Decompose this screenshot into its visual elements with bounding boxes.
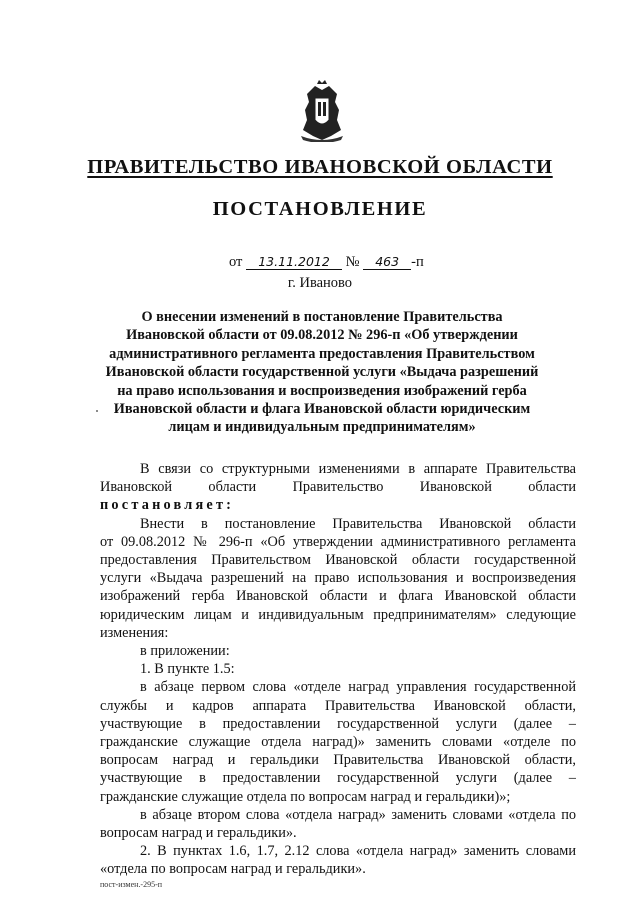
body-line: вопросам наград и геральдики».: [100, 825, 297, 842]
body-line: в абзаце втором слова «отдела наград» заменить словами «отдела по: [140, 806, 576, 823]
body-line: участвующие в предоставлении государственной услуги (далее –: [100, 715, 576, 732]
document-body: [100, 460, 576, 879]
footer-file-code: пост-измен.-295-п: [100, 880, 163, 889]
date-prefix: от: [229, 254, 243, 270]
title-line: Ивановской области и флага Ивановской области юридическим: [113, 401, 531, 418]
body-line: службы и кадров аппарата Правительства Ивановской области,: [100, 697, 576, 714]
body-line: В связи со структурными изменениями в аппарате Правительства: [140, 461, 576, 477]
body-line: изменения:: [100, 624, 169, 641]
title-line: Ивановской области от 09.08.2012 № 296-п «Об утверждении: [126, 327, 518, 344]
government-name: ПРАВИТЕЛЬСТВО ИВАНОВСКОЙ ОБЛАСТИ: [87, 156, 553, 178]
body-line: Внести в постановление Правительства Ивановской области: [140, 515, 576, 532]
body-line: вопросам наград и геральдики Правительства Ивановской области,: [100, 752, 576, 769]
number-prefix: №: [345, 254, 360, 270]
document-type: ПОСТАНОВЛЕНИЕ: [212, 198, 428, 220]
body-line: юридическим лицам и индивидуальным предпринимателям» следующие: [100, 606, 576, 623]
body-line: услуги «Выдача разрешений на право использования и воспроизведения: [100, 570, 576, 587]
title-line: лицам и индивидуальным предпринимателям»: [168, 419, 476, 436]
title-line: Ивановской области государственной услуги «Выдача разрешений: [105, 364, 539, 381]
body-line: гражданские служащие отдела по вопросам наград и геральдики)»;: [100, 788, 511, 805]
document-title: [100, 308, 544, 437]
scan-speck: [96, 410, 98, 412]
title-line: на право использования и воспроизведения изображений герба: [117, 382, 527, 399]
title-line: административного регламента предоставления Правительством: [109, 345, 535, 362]
body-line: «отдела по вопросам наград и геральдики».: [100, 861, 366, 878]
body-line: 1. В пункте 1.5:: [140, 661, 235, 678]
body-line: предоставления Правительством Ивановской области государственной: [100, 552, 576, 569]
body-line-emphasis: постановляет:: [100, 497, 235, 514]
body-line: изображений герба Ивановской области и флага Ивановской области: [100, 588, 576, 605]
handwritten-date: 13.11.2012: [246, 255, 342, 270]
coat-of-arms-emblem: [297, 80, 347, 142]
body-line: в приложении:: [140, 643, 230, 660]
body-line: 2. В пунктах 1.6, 1.7, 2.12 слова «отдела наград» заменить словами: [140, 843, 576, 860]
title-line: О внесении изменений в постановление Правительства: [141, 309, 503, 325]
body-line: участвующие в предоставлении государственной услуги (далее –: [100, 770, 576, 787]
handwritten-number: 463: [363, 255, 411, 270]
body-line: Ивановской области Правительство Ивановской области: [100, 479, 576, 496]
body-line: в абзаце первом слова «отделе наград управления государственной: [140, 679, 576, 696]
body-line: гражданские служащие отдела наград)» заменить словами «отделе по: [100, 734, 576, 751]
body-line: от 09.08.2012 № 296-п «Об утверждении административного регламента: [100, 533, 576, 550]
number-suffix: -п: [411, 254, 424, 270]
city: г. Иваново: [287, 275, 353, 291]
date-number-line: [229, 254, 424, 271]
